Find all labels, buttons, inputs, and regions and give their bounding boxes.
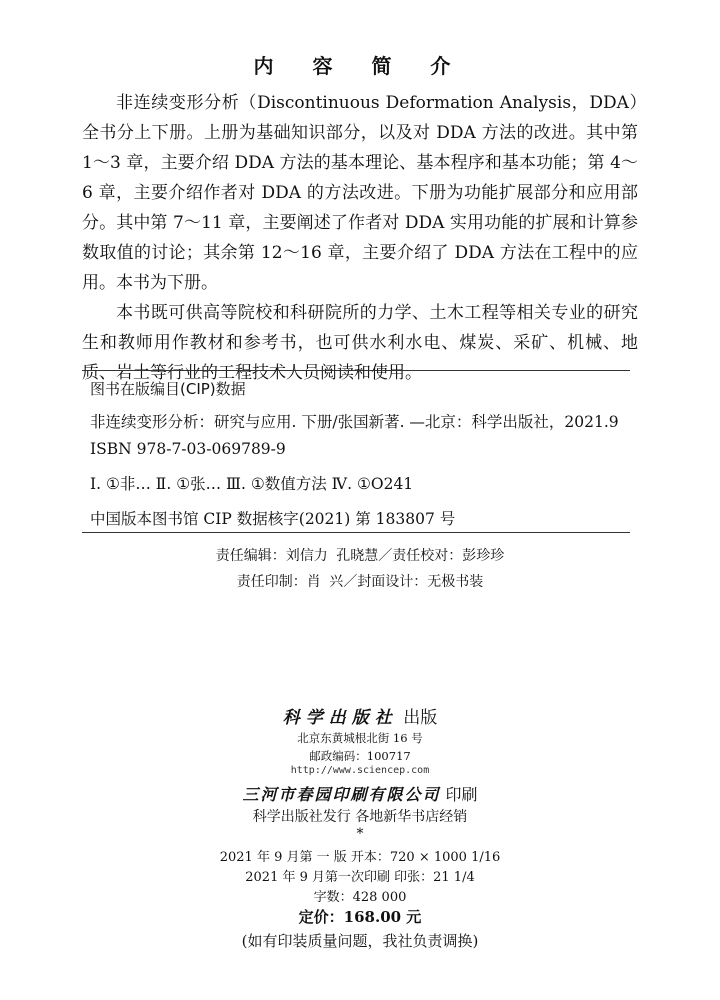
cip-record-number: 中国版本图书馆 CIP 数据核字(2021) 第 183807 号 <box>90 510 456 528</box>
separator-star: * <box>356 826 364 842</box>
cip-heading: 图书在版编目(CIP)数据 <box>90 380 246 398</box>
publisher-zip: 邮政编码：100717 <box>309 749 411 763</box>
cip-classification: Ⅰ. ①非… Ⅱ. ①张… Ⅲ. ①数值方法 Ⅳ. ①O241 <box>90 475 414 493</box>
edition-line-1: 2021 年 9 月第 一 版 开本：720 × 1000 1/16 <box>219 850 501 865</box>
edition-line-2: 2021 年 9 月第一次印刷 印张：21 1/4 <box>245 870 475 885</box>
cip-bibliographic-line: 非连续变形分析：研究与应用. 下册/张国新著. —北京：科学出版社，2021.9 <box>90 413 619 431</box>
word-count: 字数：428 000 <box>313 890 407 905</box>
page-title: 内 容 简 介 <box>253 54 467 78</box>
printer-line <box>0 782 720 805</box>
publisher-line <box>0 703 720 728</box>
cip-bottom-divider <box>82 532 630 533</box>
publisher-address: 北京东黄城根北街 16 号 <box>297 731 423 745</box>
publisher-url: http://www.sciencep.com <box>290 765 430 776</box>
printer-name: 三河市春园印刷有限公司 <box>242 785 441 804</box>
cip-isbn: ISBN 978-7-03-069789-9 <box>90 440 286 458</box>
intro-paragraph-1: 非连续变形分析（Discontinuous Deformation Analysis，DDA）全书分上下册。上册为基础知识部分，以及对 DDA 方法的改进。其中第 1～3 章，主要介绍 DDA 方法的基本理论、基本程序和基本功能；第 4～6 章，主要介绍作者对 DDA 的方法改进。下册为功能扩展部分和应用部分。其中第 7～11 章，主要阐述了作者对 DDA 实用功能的扩展和计算参数取值的讨论；其余第 12～16 章，主要介绍了 DDA 方法在工程中的应用。本书为下册。 <box>82 93 638 293</box>
price: 定价：168.00 元 <box>298 908 422 926</box>
editor-credits: 责任编辑：刘信力 孔晓慧／责任校对：彭珍珍 <box>215 548 505 564</box>
printer-suffix: 印刷 <box>445 785 478 804</box>
cip-top-divider <box>82 370 630 371</box>
quality-note: (如有印装质量问题，我社负责调换) <box>241 932 479 950</box>
intro-section <box>82 88 638 388</box>
distribution-line: 科学出版社发行 各地新华书店经销 <box>252 809 468 825</box>
publisher-logo-text: 科学出版社 <box>282 708 398 728</box>
publisher-suffix: 出版 <box>403 708 438 728</box>
production-credits: 责任印制：肖 兴／封面设计：无极书装 <box>236 574 484 590</box>
intro-paragraph-2: 本书既可供高等院校和科研院所的力学、土木工程等相关专业的研究生和教师用作教材和参考书，也可供水利水电、煤炭、采矿、机械、地质、岩土等行业的工程技术人员阅读和使用。 <box>82 303 638 383</box>
